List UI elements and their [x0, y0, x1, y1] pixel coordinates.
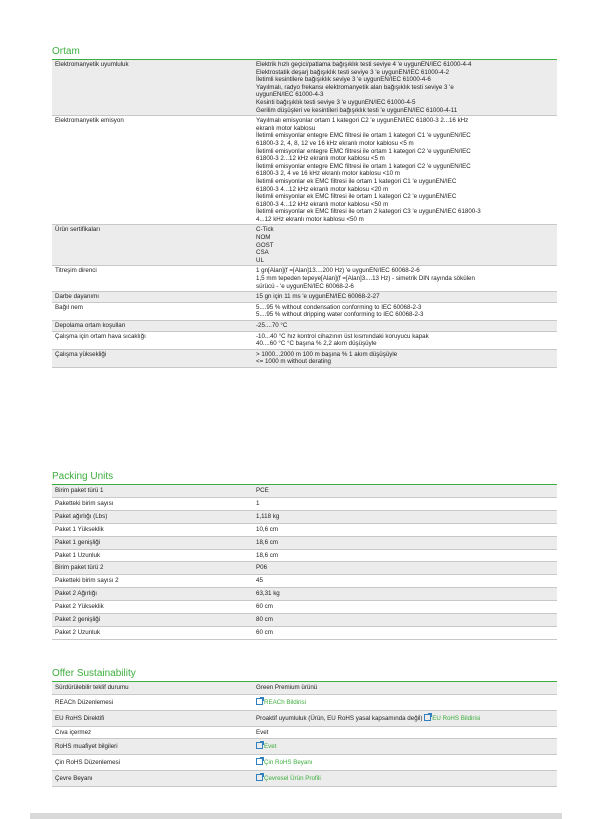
packing-units-section: [52, 471, 557, 640]
row-value: [256, 695, 557, 710]
value-line: 61800-3 4...12 kHz ekranlı motor kablosu <20 m: [256, 185, 389, 193]
value-line: -25....70 °C: [256, 322, 288, 329]
document-link[interactable]: [256, 743, 276, 750]
value-line: 5....95 % without condensation conforming to IEC 60068-2-3: [256, 303, 422, 311]
row-label: Paket 1 genişliği: [55, 538, 101, 546]
row-label: Çevre Beyanı: [55, 775, 93, 782]
value-line: uygunEN/IEC 61000-4-3: [256, 91, 324, 99]
table-row: [52, 116, 557, 225]
row-label: REACh Düzenlemesi: [55, 698, 114, 706]
row-label: Çin RoHS Düzenlemesi: [55, 759, 120, 766]
page-footer-bar: [30, 813, 562, 819]
value-line: 61800-3 2, 4, 8, 12 ve 16 kHz ekranlı motor kablosu <5 m: [256, 139, 414, 147]
value-line: NOM: [256, 234, 271, 242]
row-label: Birim paket türü 2: [55, 564, 104, 572]
table-row: [52, 292, 557, 303]
table-row: [52, 755, 557, 771]
row-value: [256, 321, 557, 331]
offer-sustainability-title: Offer Sustainability: [52, 668, 557, 682]
table-row: [52, 498, 557, 511]
value-line: Kesinti bağışıklık testi seviye 3 'e uygunEN/IEC 61000-4-5: [256, 98, 416, 106]
table-row: [52, 485, 557, 498]
row-value: 18,6 cm: [256, 551, 279, 559]
value-line: 61800-3 2, 4 ve 16 kHz ekranlı motor kablosu <10 m: [256, 170, 400, 178]
value-line: İletimli emisyonlar ek EMC filtresi ile ortam 1 kategori C2 'e uygunEN/IEC: [256, 193, 457, 201]
row-value: [256, 116, 557, 224]
value-line: 15 gn için 11 ms 'e uygunEN/IEC 60068-2-27: [256, 293, 380, 301]
row-label: Paket 2 Uzunluk: [55, 628, 101, 636]
value-line: 40....60 °C °C başına % 2,2 akım düşüşüyle: [256, 340, 377, 348]
table-row: [52, 601, 557, 614]
row-label: RoHS muafiyet bilgileri: [55, 743, 118, 750]
table-row: [52, 225, 557, 266]
packing-units-title: Packing Units: [52, 471, 557, 485]
value-line: İletimli emisyonlar entegre EMC filtresi ile ortam 1 kategori C2 'e uygunEN/IEC: [256, 147, 471, 155]
table-row: [52, 303, 557, 321]
row-value: 60 cm: [256, 628, 273, 636]
link-label: EU RoHS Bildirisi: [432, 714, 481, 722]
value-line: İletimli emisyonlar entegre EMC filtresi ile ortam 1 kategori C1 'e uygunEN/IEC: [256, 132, 471, 140]
row-value: [256, 727, 557, 739]
value-line: İletimli emisyonlar ek EMC filtresi ile ortam 2 kategori C3 'e uygunEN/IEC 61800-3: [256, 208, 481, 216]
value-line: 4...12 kHz ekranlı motor kablosu <50 m: [256, 215, 364, 223]
table-row: [52, 711, 557, 727]
document-link[interactable]: [256, 775, 321, 782]
value-line: ekranlı motor kablosu: [256, 124, 316, 132]
row-value: [256, 60, 557, 115]
row-value: [256, 225, 557, 265]
table-row: [52, 739, 557, 755]
value-line: Elektrostatik deşarj bağışıklık testi seviye 3 'e uygunEN/IEC 61000-4-2: [256, 68, 450, 76]
table-row: [52, 524, 557, 537]
offer-sustainability-section: [52, 668, 557, 787]
row-value: 80 cm: [256, 616, 273, 624]
value-line: 61800-3 4...12 kHz ekranlı motor kablosu <50 m: [256, 200, 389, 208]
table-row: [52, 60, 557, 116]
value-line: <= 1000 m without derating: [256, 358, 331, 366]
row-value: [256, 771, 557, 786]
row-value: 45: [256, 577, 263, 585]
row-value: 10,6 cm: [256, 525, 279, 533]
document-link[interactable]: [256, 699, 306, 706]
row-value: 60 cm: [256, 603, 273, 611]
row-label: Birim paket türü 1: [55, 487, 104, 494]
row-value: P06: [256, 564, 268, 572]
row-value: [256, 332, 557, 349]
row-label: Darbe dayanımı: [55, 293, 100, 301]
row-label: Çalışma yüksekliği: [55, 350, 107, 358]
value-line: sürücü - 'e uygunEN/IEC 60068-2-6: [256, 282, 354, 290]
row-label: Elektromanyetik uyumluluk: [55, 61, 129, 68]
value-text: Evet: [256, 728, 269, 736]
row-label: Paket 2 Yükseklik: [55, 603, 104, 611]
row-label: Paket 1 Yükseklik: [55, 525, 104, 533]
row-label: Paket 2 genişliği: [55, 616, 101, 624]
row-value: 1: [256, 499, 260, 507]
row-label: Paketteki birim sayısı: [55, 499, 114, 507]
ortam-title: Ortam: [52, 46, 557, 60]
row-label: Ürün sertifikaları: [55, 226, 101, 234]
row-value: 63,31 kg: [256, 590, 280, 598]
row-value: [256, 303, 557, 320]
value-line: GOST: [256, 241, 274, 249]
external-link-icon: [256, 698, 263, 705]
link-label: REACh Bildirisi: [264, 698, 306, 706]
link-label: Çevresel Ürün Profili: [264, 775, 321, 782]
table-row: [52, 266, 557, 292]
ortam-section: [52, 46, 557, 368]
row-label: Sürdürülebilir teklif durumu: [55, 684, 129, 691]
table-row: [52, 682, 557, 695]
value-line: -10...40 °C hız kontrol cihazının üst kısmındaki koruyucu kapak: [256, 332, 429, 340]
table-row: [52, 627, 557, 640]
table-row: [52, 537, 557, 550]
external-link-icon: [256, 742, 263, 749]
table-row: [52, 588, 557, 601]
link-label: Çin RoHS Beyanı: [264, 759, 313, 766]
row-value: [256, 350, 557, 367]
row-label: Depolama ortam koşulları: [55, 322, 126, 329]
row-label: Çalışma için ortam hava sıcaklığı: [55, 332, 146, 340]
value-line: UL: [256, 256, 264, 264]
table-row: [52, 511, 557, 524]
row-value: [256, 739, 557, 754]
packing-units-table: [52, 485, 557, 640]
table-row: [52, 614, 557, 627]
value-line: Elektrik hızlı geçici/patlama bağışıklık testi seviye 4 'e uygunEN/IEC 61000-4-4: [256, 61, 472, 68]
external-link-icon: [256, 774, 263, 781]
table-row: [52, 771, 557, 787]
external-link-icon: [256, 758, 263, 765]
value-text: Proaktif uyumluluk (Ürün, EU RoHS yasal kapsamında değil): [256, 714, 423, 722]
row-label: Bağıl nem: [55, 303, 83, 311]
row-label: Cıva içermez: [55, 728, 92, 736]
table-row: [52, 695, 557, 711]
table-row: [52, 562, 557, 575]
table-row: [52, 321, 557, 332]
row-value: [256, 711, 557, 726]
value-line: 1,5 mm tepeden tepeye[Alan](f =[Alan]3....13 Hz) - simetrik DIN rayında sökülen: [256, 275, 475, 283]
offer-sustainability-table: [52, 682, 557, 787]
external-link-icon: [424, 714, 431, 721]
table-row: [52, 575, 557, 588]
value-line: İletimli emisyonlar ek EMC filtresi ile ortam 1 kategori C1 'e uygunEN/IEC: [256, 177, 457, 185]
row-value: [256, 292, 557, 302]
value-line: İletimli kesintilere bağışıklık seviye 3 'e uygunEN/IEC 61000-4-6: [256, 76, 431, 84]
document-link[interactable]: [256, 759, 313, 766]
row-label: Paket 1 Uzunluk: [55, 551, 101, 559]
row-label: Paketteki birim sayısı 2: [55, 577, 119, 585]
value-text: Green Premium ürünü: [256, 684, 318, 691]
table-row: [52, 727, 557, 740]
row-value: 18,6 cm: [256, 538, 279, 546]
row-label: Titreşim direnci: [55, 267, 97, 275]
value-line: C-Tick: [256, 226, 274, 234]
value-line: 5....95 % without dripping water conforming to IEC 60068-2-3: [256, 311, 424, 319]
value-line: Gerilim düşüşleri ve kesintileri bağışıklık testi 'e uygunEN/IEC 61000-4-11: [256, 106, 458, 114]
link-label: Evet: [264, 743, 277, 750]
row-label: Elektromanyetik emisyon: [55, 117, 124, 125]
row-value: [256, 266, 557, 291]
table-row: [52, 350, 557, 368]
row-label: Paket ağırlığı (Lbs): [55, 512, 108, 520]
row-value: PCE: [256, 487, 269, 494]
value-line: > 1000...2000 m 100 m başına % 1 akım düşüşüyle: [256, 350, 398, 358]
value-line: 61800-3 2...12 kHz ekranlı motor kablosu <5 m: [256, 155, 385, 163]
row-value: [256, 755, 557, 770]
value-line: İletimli emisyonlar entegre EMC filtresi ile ortam 1 kategori C2 'e uygunEN/IEC: [256, 162, 471, 170]
value-line: Yayılmalı emisyonlar ortam 1 kategori C2 'e uygunEN/IEC 61800-3 2...16 kHz: [256, 117, 469, 125]
ortam-table: [52, 60, 557, 368]
value-line: Yayılmalı, radyo frekansı elektromanyetik alan bağışıklık testi seviye 3 'e: [256, 83, 454, 91]
row-value: 1,118 kg: [256, 512, 280, 520]
table-row: [52, 550, 557, 563]
value-line: 1 gn[Alan](f =[Alan]13....200 Hz) 'e uygunEN/IEC 60068-2-6: [256, 267, 420, 275]
document-link[interactable]: [424, 715, 480, 722]
row-value: [256, 682, 557, 694]
row-label: Paket 2 Ağırlığı: [55, 590, 97, 598]
table-row: [52, 332, 557, 350]
row-label: EU RoHS Direktifi: [55, 714, 105, 722]
value-line: CSA: [256, 249, 269, 257]
